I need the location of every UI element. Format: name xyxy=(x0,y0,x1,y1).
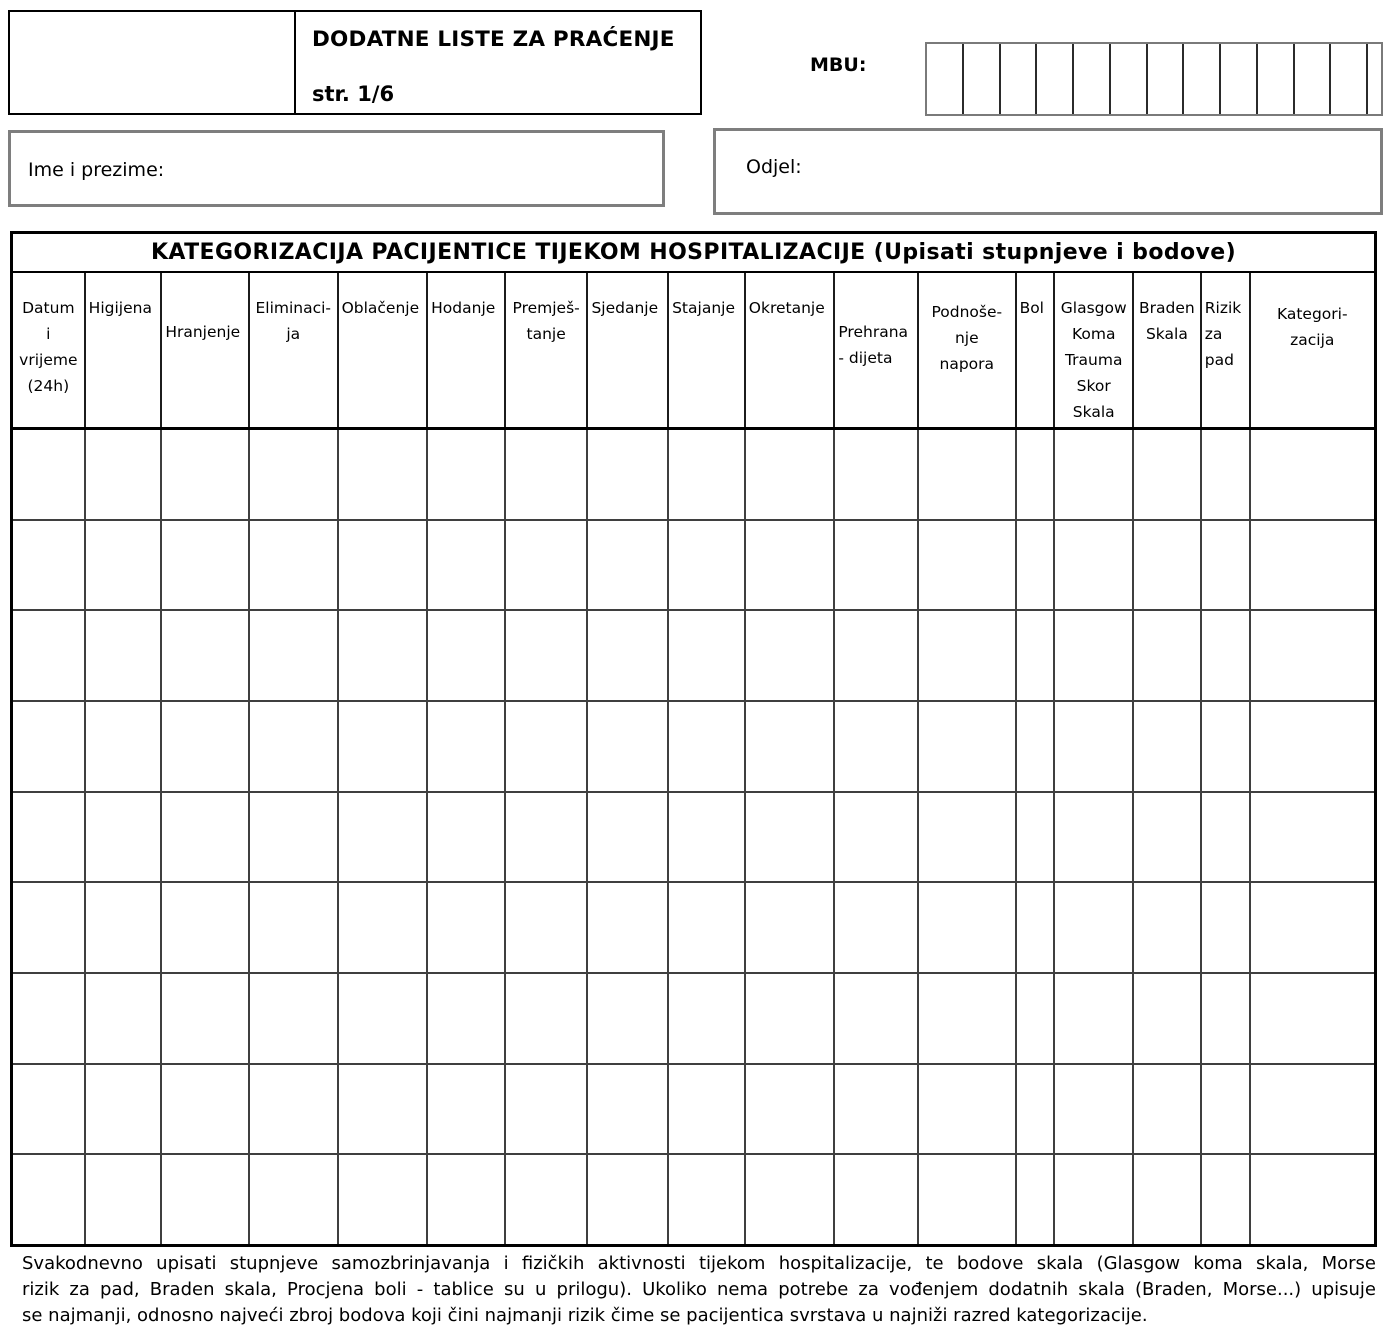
department-box xyxy=(713,128,1383,215)
table-cell-kategorizacija xyxy=(1251,793,1374,882)
page-number: str. 1/6 xyxy=(312,82,395,106)
mbu-digit-cell xyxy=(1001,44,1038,114)
header-cell-hranjenje: Hranjenje xyxy=(162,273,250,427)
table-cell-kategorizacija xyxy=(1251,1065,1374,1154)
table-cell-stajanje xyxy=(669,1065,746,1154)
header-cell-datum-vrijeme: Datum i vrijeme (24h) xyxy=(13,273,86,427)
table-cell-bol xyxy=(1017,430,1056,519)
table-cell-higijena xyxy=(86,883,163,972)
logo-placeholder-box xyxy=(8,10,296,115)
table-cell-braden-skala xyxy=(1134,1065,1202,1154)
table-cell-oblacenje xyxy=(339,1065,429,1154)
table-cell-stajanje xyxy=(669,430,746,519)
form-title: DODATNE LISTE ZA PRAĆENJE xyxy=(312,27,675,52)
header-cell-sjedanje: Sjedanje xyxy=(588,273,669,427)
table-cell-okretanje xyxy=(746,702,836,791)
table-cell-eliminacija xyxy=(250,1065,339,1154)
table-cell-kategorizacija xyxy=(1251,883,1374,972)
table-cell-premjestanje xyxy=(506,521,589,610)
table-cell-bol xyxy=(1017,611,1056,700)
table-cell-okretanje xyxy=(746,883,836,972)
table-cell-okretanje xyxy=(746,430,836,519)
table-cell-datum-vrijeme xyxy=(13,521,86,610)
table-cell-oblacenje xyxy=(339,883,429,972)
table-cell-rizik-za-pad xyxy=(1202,974,1251,1063)
table-cell-sjedanje xyxy=(588,793,669,882)
header-cell-rizik-za-pad: Rizik za pad xyxy=(1202,273,1251,427)
table-row xyxy=(13,974,1374,1065)
table-cell-premjestanje xyxy=(506,1155,589,1244)
table-cell-hodanje xyxy=(428,430,506,519)
table-cell-premjestanje xyxy=(506,974,589,1063)
table-cell-podnosenje-napora xyxy=(919,883,1017,972)
table-cell-prehrana-dijeta xyxy=(835,430,919,519)
table-cell-hranjenje xyxy=(162,974,250,1063)
table-cell-braden-skala xyxy=(1134,521,1202,610)
table-cell-oblacenje xyxy=(339,1155,429,1244)
footer-note-line: se najmanji, odnosno najveći zbroj bodova koji čini najmanji rizik čime se pacijentica svrstava u najniži razred kategorizacije. xyxy=(22,1305,1148,1326)
table-cell-okretanje xyxy=(746,793,836,882)
table-cell-podnosenje-napora xyxy=(919,521,1017,610)
table-cell-kategorizacija xyxy=(1251,1155,1374,1244)
table-cell-kategorizacija xyxy=(1251,521,1374,610)
table-cell-eliminacija xyxy=(250,611,339,700)
table-cell-eliminacija xyxy=(250,521,339,610)
table-cell-hodanje xyxy=(428,1065,506,1154)
header-cell-higijena: Higijena xyxy=(86,273,163,427)
table-cell-datum-vrijeme xyxy=(13,1065,86,1154)
table-cell-sjedanje xyxy=(588,1155,669,1244)
table-cell-hodanje xyxy=(428,1155,506,1244)
table-cell-braden-skala xyxy=(1134,974,1202,1063)
header-cell-glasgow-skala: Glasgow Koma Trauma Skor Skala xyxy=(1055,273,1134,427)
table-cell-rizik-za-pad xyxy=(1202,521,1251,610)
patient-name-label: Ime i prezime: xyxy=(28,159,165,181)
table-row xyxy=(13,611,1374,702)
table-cell-stajanje xyxy=(669,793,746,882)
table-cell-datum-vrijeme xyxy=(13,1155,86,1244)
table-cell-prehrana-dijeta xyxy=(835,793,919,882)
table-cell-podnosenje-napora xyxy=(919,974,1017,1063)
mbu-digit-cell xyxy=(1368,44,1381,114)
mbu-digit-cell xyxy=(1295,44,1332,114)
table-title: KATEGORIZACIJA PACIJENTICE TIJEKOM HOSPITALIZACIJE (Upisati stupnjeve i bodove) xyxy=(13,234,1374,273)
table-cell-premjestanje xyxy=(506,611,589,700)
table-cell-prehrana-dijeta xyxy=(835,702,919,791)
table-cell-stajanje xyxy=(669,521,746,610)
table-cell-eliminacija xyxy=(250,974,339,1063)
table-cell-datum-vrijeme xyxy=(13,430,86,519)
table-cell-kategorizacija xyxy=(1251,430,1374,519)
table-cell-premjestanje xyxy=(506,883,589,972)
form-title-box xyxy=(294,10,702,115)
table-cell-podnosenje-napora xyxy=(919,611,1017,700)
table-cell-prehrana-dijeta xyxy=(835,521,919,610)
mbu-digit-cell xyxy=(1074,44,1111,114)
table-cell-stajanje xyxy=(669,883,746,972)
table-cell-premjestanje xyxy=(506,793,589,882)
header-cell-eliminacija: Eliminaci- ja xyxy=(250,273,339,427)
table-cell-podnosenje-napora xyxy=(919,1065,1017,1154)
table-cell-rizik-za-pad xyxy=(1202,793,1251,882)
table-cell-hranjenje xyxy=(162,521,250,610)
table-cell-okretanje xyxy=(746,974,836,1063)
table-cell-oblacenje xyxy=(339,611,429,700)
table-cell-eliminacija xyxy=(250,1155,339,1244)
table-cell-sjedanje xyxy=(588,974,669,1063)
mbu-label: MBU: xyxy=(810,54,867,76)
table-cell-datum-vrijeme xyxy=(13,611,86,700)
mbu-digit-cell xyxy=(1037,44,1074,114)
table-cell-rizik-za-pad xyxy=(1202,883,1251,972)
table-cell-premjestanje xyxy=(506,430,589,519)
table-cell-oblacenje xyxy=(339,702,429,791)
table-cell-braden-skala xyxy=(1134,702,1202,791)
table-cell-kategorizacija xyxy=(1251,974,1374,1063)
table-cell-hranjenje xyxy=(162,702,250,791)
table-cell-glasgow-skala xyxy=(1055,611,1134,700)
table-cell-sjedanje xyxy=(588,883,669,972)
table-cell-rizik-za-pad xyxy=(1202,702,1251,791)
table-cell-glasgow-skala xyxy=(1055,1155,1134,1244)
table-cell-hranjenje xyxy=(162,1155,250,1244)
header-cell-oblacenje: Oblačenje xyxy=(339,273,429,427)
footer-note xyxy=(22,1251,1376,1329)
table-cell-prehrana-dijeta xyxy=(835,611,919,700)
table-cell-eliminacija xyxy=(250,430,339,519)
table-cell-glasgow-skala xyxy=(1055,974,1134,1063)
table-row xyxy=(13,793,1374,884)
table-cell-higijena xyxy=(86,974,163,1063)
table-cell-okretanje xyxy=(746,1155,836,1244)
table-cell-braden-skala xyxy=(1134,611,1202,700)
header-cell-stajanje: Stajanje xyxy=(669,273,746,427)
table-cell-glasgow-skala xyxy=(1055,430,1134,519)
table-cell-sjedanje xyxy=(588,1065,669,1154)
table-row xyxy=(13,883,1374,974)
table-cell-glasgow-skala xyxy=(1055,1065,1134,1154)
table-cell-oblacenje xyxy=(339,974,429,1063)
mbu-digit-cell xyxy=(1221,44,1258,114)
table-cell-stajanje xyxy=(669,611,746,700)
table-cell-oblacenje xyxy=(339,430,429,519)
table-cell-braden-skala xyxy=(1134,883,1202,972)
mbu-digit-cell xyxy=(927,44,964,114)
table-cell-prehrana-dijeta xyxy=(835,1155,919,1244)
table-cell-braden-skala xyxy=(1134,430,1202,519)
table-cell-eliminacija xyxy=(250,883,339,972)
footer-note-line: rizik za pad, Braden skala, Procjena boli - tablice su u prilogu). Ukoliko nema potrebe za vođenjem dodatnih skala (Braden, Morse...) upisuje xyxy=(22,1279,1376,1300)
table-cell-premjestanje xyxy=(506,1065,589,1154)
table-cell-higijena xyxy=(86,521,163,610)
mbu-digit-cell xyxy=(1258,44,1295,114)
table-cell-hranjenje xyxy=(162,793,250,882)
table-cell-kategorizacija xyxy=(1251,611,1374,700)
table-cell-sjedanje xyxy=(588,611,669,700)
table-cell-hodanje xyxy=(428,611,506,700)
mbu-digit-grid xyxy=(925,42,1383,116)
table-cell-bol xyxy=(1017,883,1056,972)
table-cell-prehrana-dijeta xyxy=(835,974,919,1063)
table-cell-hranjenje xyxy=(162,1065,250,1154)
table-cell-sjedanje xyxy=(588,430,669,519)
mbu-digit-cell xyxy=(1184,44,1221,114)
patient-name-box xyxy=(8,130,665,207)
table-cell-hodanje xyxy=(428,702,506,791)
table-cell-datum-vrijeme xyxy=(13,883,86,972)
header-cell-bol: Bol xyxy=(1017,273,1056,427)
table-cell-oblacenje xyxy=(339,521,429,610)
table-cell-bol xyxy=(1017,793,1056,882)
header-cell-hodanje: Hodanje xyxy=(428,273,506,427)
table-cell-glasgow-skala xyxy=(1055,521,1134,610)
table-cell-okretanje xyxy=(746,1065,836,1154)
table-cell-datum-vrijeme xyxy=(13,793,86,882)
table-cell-okretanje xyxy=(746,611,836,700)
table-cell-eliminacija xyxy=(250,702,339,791)
table-cell-podnosenje-napora xyxy=(919,430,1017,519)
table-row xyxy=(13,702,1374,793)
table-cell-hodanje xyxy=(428,974,506,1063)
table-cell-rizik-za-pad xyxy=(1202,611,1251,700)
table-cell-hodanje xyxy=(428,521,506,610)
mbu-digit-cell xyxy=(1331,44,1368,114)
department-label: Odjel: xyxy=(746,156,802,178)
table-cell-higijena xyxy=(86,1065,163,1154)
table-cell-stajanje xyxy=(669,702,746,791)
header-cell-kategorizacija: Kategori- zacija xyxy=(1276,305,1348,349)
table-cell-podnosenje-napora xyxy=(919,702,1017,791)
table-cell-sjedanje xyxy=(588,521,669,610)
table-cell-prehrana-dijeta xyxy=(835,1065,919,1154)
table-cell-bol xyxy=(1017,1155,1056,1244)
table-cell-stajanje xyxy=(669,974,746,1063)
table-cell-bol xyxy=(1017,974,1056,1063)
table-row xyxy=(13,1155,1374,1244)
table-cell-rizik-za-pad xyxy=(1202,1155,1251,1244)
table-cell-hranjenje xyxy=(162,611,250,700)
table-cell-higijena xyxy=(86,793,163,882)
table-cell-sjedanje xyxy=(588,702,669,791)
table-cell-higijena xyxy=(86,430,163,519)
table-cell-kategorizacija xyxy=(1251,702,1374,791)
table-cell-glasgow-skala xyxy=(1055,883,1134,972)
table-cell-podnosenje-napora xyxy=(919,793,1017,882)
table-cell-bol xyxy=(1017,1065,1056,1154)
table-cell-higijena xyxy=(86,1155,163,1244)
header-cell-braden-skala: Braden Skala xyxy=(1134,273,1202,427)
table-cell-hodanje xyxy=(428,883,506,972)
table-cell-hranjenje xyxy=(162,430,250,519)
table-cell-premjestanje xyxy=(506,702,589,791)
table-row xyxy=(13,1065,1374,1156)
table-cell-hranjenje xyxy=(162,883,250,972)
mbu-digit-cell xyxy=(1148,44,1185,114)
footer-note-line: Svakodnevno upisati stupnjeve samozbrinjavanja i fizičkih aktivnosti tijekom hospitalizacije, te bodove skala (Glasgow koma skala, Morse xyxy=(22,1253,1376,1274)
table-header-row xyxy=(13,273,1374,430)
table-cell-hodanje xyxy=(428,793,506,882)
header-cell-podnosenje-napora: Podnoše- nje napora xyxy=(919,273,1017,427)
table-cell-datum-vrijeme xyxy=(13,702,86,791)
categorization-table xyxy=(10,231,1377,1247)
table-row xyxy=(13,521,1374,612)
table-cell-braden-skala xyxy=(1134,1155,1202,1244)
mbu-digit-cell xyxy=(964,44,1001,114)
table-cell-prehrana-dijeta xyxy=(835,883,919,972)
table-cell-braden-skala xyxy=(1134,793,1202,882)
mbu-digit-cell xyxy=(1111,44,1148,114)
header-cell-premjestanje: Premješ- tanje xyxy=(506,273,589,427)
table-cell-bol xyxy=(1017,521,1056,610)
table-cell-podnosenje-napora xyxy=(919,1155,1017,1244)
header-cell-prehrana-dijeta: Prehrana - dijeta xyxy=(835,273,919,427)
table-cell-okretanje xyxy=(746,521,836,610)
table-cell-datum-vrijeme xyxy=(13,974,86,1063)
table-cell-rizik-za-pad xyxy=(1202,430,1251,519)
table-cell-rizik-za-pad xyxy=(1202,1065,1251,1154)
table-body xyxy=(13,430,1374,1244)
table-cell-eliminacija xyxy=(250,793,339,882)
table-cell-bol xyxy=(1017,702,1056,791)
table-cell-higijena xyxy=(86,702,163,791)
header-cell-okretanje: Okretanje xyxy=(746,273,836,427)
table-cell-higijena xyxy=(86,611,163,700)
table-row xyxy=(13,430,1374,521)
table-cell-glasgow-skala xyxy=(1055,702,1134,791)
table-cell-stajanje xyxy=(669,1155,746,1244)
table-cell-oblacenje xyxy=(339,793,429,882)
table-cell-glasgow-skala xyxy=(1055,793,1134,882)
